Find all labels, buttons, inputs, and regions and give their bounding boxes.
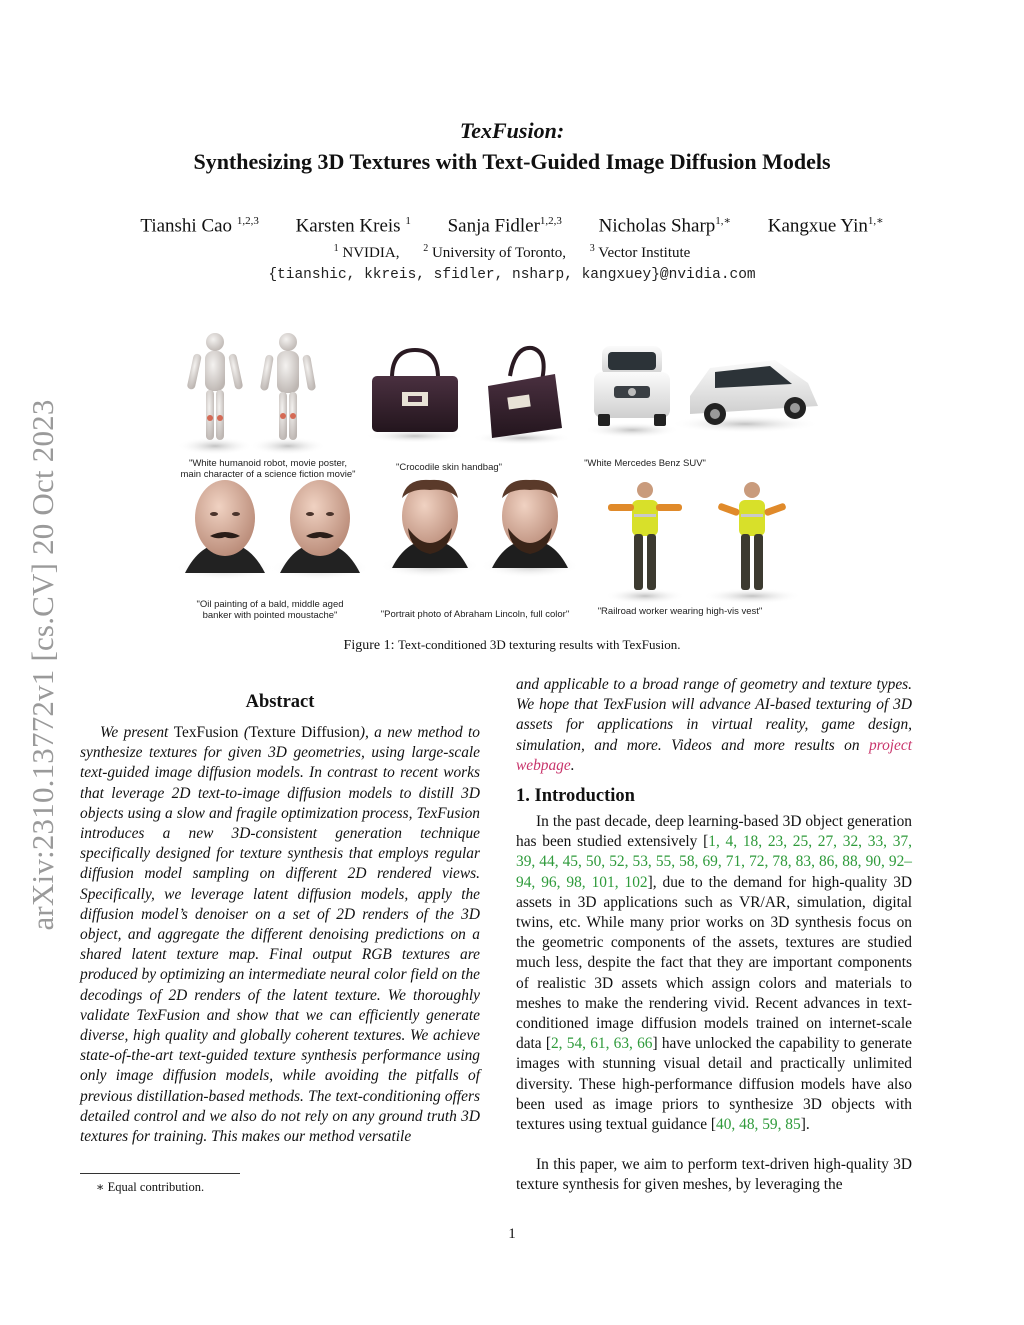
figure-prompt: "White Mercedes Benz SUV": [584, 458, 706, 469]
affiliation: $^1$ NVIDIA,: [333, 243, 400, 261]
figure-1: [170, 328, 830, 626]
lincoln-head-render-side: [480, 480, 580, 578]
suv-render-side: [670, 360, 820, 433]
page-number: 1: [508, 1226, 516, 1242]
robot-render-side: [250, 333, 326, 455]
banker-head-render-side: [270, 480, 370, 580]
figure-prompt: "Portrait photo of Abraham Lincoln, full color": [380, 609, 570, 620]
citation-links[interactable]: 1, 4, 18, 23, 25, 27, 32, 33, 37, 39, 44, 45, 50, 52, 53, 55, 58, 69, 71, 72, 78, 83, 86, 88, 90, 92–94, 96, 98, 101, 102: [516, 833, 912, 891]
railroad-worker-render-side: [702, 482, 802, 604]
author: Sanja Fidler$^{1,2,3}$: [447, 215, 562, 237]
figure-caption: Figure 1: Text-conditioned 3D texturing results with TexFusion.: [343, 637, 681, 653]
abstract-paragraph: We present TexFusion (Texture Diffusion), a new method to synthesize textures for given 3D geometries, using large-scale text-guided image diffusion models. In contrast to recent works that leverage 2D text-to-image diffusion models to distill 3D objects using a slow and fragile optimization process, TexFusion introduces a new 3D-consistent generation technique specifically designed for texture synthesis that employs regular diffusion model sampling on different 2D rendered views. Specifically, we leverage latent diffusion models, apply the diffusion model’s denoiser on a set of 2D renders of the 3D object, and aggregate the different denoising predictions on a shared latent texture map. Final output RGB textures are produced by optimizing an intermediate neural color field on the decodings of 2D renders of the latent texture. We thoroughly validate TexFusion and show that we can efficiently generate diverse, high quality and globally coherent textures. We achieve state-of-the-art text-guided texture synthesis performance using only image diffusion models, while avoiding the pitfalls of previous distillation-based methods. The text-conditioning offers detailed control and we also do not rely on any ground truth 3D textures for training. This makes our method versatile: [80, 724, 480, 1146]
author: Kangxue Yin$^{1,∗}$: [767, 215, 884, 237]
paper-title-line2: Synthesizing 3D Textures with Text-Guided Image Diffusion Models: [193, 149, 831, 174]
footnote: ∗ Equal contribution.: [96, 1180, 205, 1194]
paper-title-line1: TexFusion:: [459, 118, 565, 143]
footnote-rule: [80, 1173, 240, 1174]
introduction-heading: 1. Introduction: [516, 786, 635, 806]
project-webpage-link[interactable]: project webpage: [516, 736, 912, 774]
author-emails: {tianshic, kkreis, sfidler, nsharp, kangxuey}@nvidia.com: [268, 267, 756, 283]
abstract-continuation: and applicable to a broad range of geometry and texture types. We hope that TexFusion will advance AI-based texturing of 3D assets for applications in virtual reality, game design, simulation, and more. Videos and more results on project webpage.: [516, 676, 912, 774]
handbag-render-front: [365, 350, 465, 443]
affiliation: $^3$ Vector Institute: [589, 243, 691, 261]
affiliation: $^2$ University of Toronto,: [423, 243, 567, 261]
intro-paragraph-2: In this paper, we aim to perform text-driven high-quality 3D texture synthesis for given meshes, by leveraging the: [516, 1156, 912, 1194]
citation-links[interactable]: 2, 54, 61, 63, 66: [550, 1035, 653, 1053]
handbag-render-side: [472, 348, 572, 445]
suv-render-front: [584, 346, 680, 438]
figure-prompt: "Oil painting of a bald, middle aged banker with pointed moustache": [196, 599, 344, 621]
affiliation-list: [0, 243, 1024, 262]
author: Tianshi Cao $^{1,2,3}$: [140, 215, 259, 237]
railroad-worker-render-front: [605, 482, 685, 604]
figure-prompt: "Railroad worker wearing high-vis vest": [597, 606, 763, 617]
lincoln-head-render-front: [380, 480, 480, 578]
intro-paragraph-1: In the past decade, deep learning-based 3D object generation has been studied extensively [1, 4, 18, 23, 25, 27, 32, 33, 37, 39, 44, 45, 50, 52, 53, 55, 58, 69, 71, 72, 78, 83, 86, 88, 90, 92–94, 96, 98, 101, 102], due to the demand for high-quality 3D assets in 3D applications such as VR/AR, simulation, digital twins, etc. While many prior works on 3D synthesis focus on the geometric components of the assets, textures are studied much less, despite the fact that they are important components of realistic 3D assets which assign colors and materials to meshes to make the rendering vivid. Recent advances in text-conditioned image diffusion models trained on internet-scale data [2, 54, 61, 63, 66] have unlocked the capability to generate images with stunning visual detail and practically unlimited diversity. These high-performance diffusion models have also been used as image priors to synthesize 3D objects with textures using textual guidance [40, 48, 59, 85].: [516, 813, 913, 1134]
arxiv-stamp-text: arXiv:2310.13772v1 [cs.CV] 20 Oct 2023: [25, 399, 60, 931]
author: Nicholas Sharp$^{1,∗}$: [598, 215, 732, 237]
abstract-heading: Abstract: [245, 692, 315, 712]
figure-prompt: "White humanoid robot, movie poster, main character of a science fiction movie": [180, 458, 356, 480]
author: Karsten Kreis $^1$: [295, 215, 411, 237]
author-list: [0, 214, 1024, 237]
banker-head-render-front: [175, 480, 275, 580]
figure-prompt: "Crocodile skin handbag": [395, 462, 503, 473]
citation-links[interactable]: 40, 48, 59, 85: [716, 1116, 801, 1134]
arxiv-side-stamp: [8, 360, 78, 970]
robot-render-front: [177, 333, 253, 455]
